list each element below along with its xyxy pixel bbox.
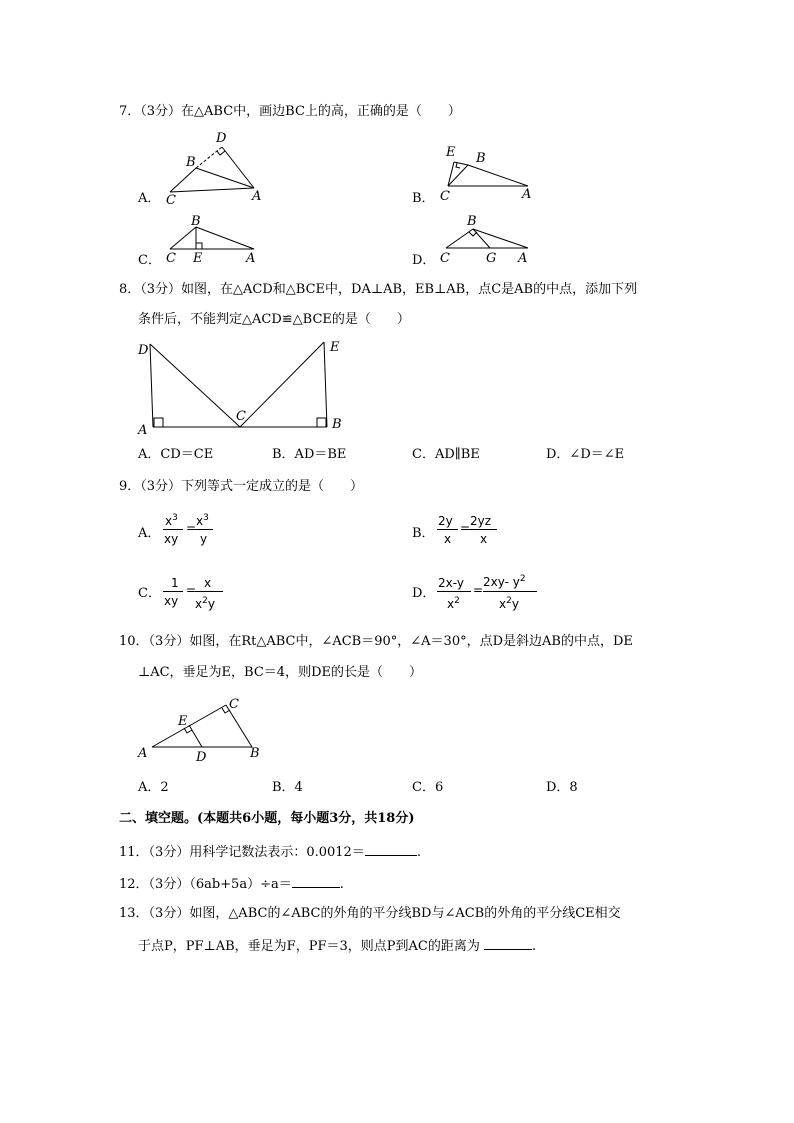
q9c-left-den: xy: [164, 594, 179, 608]
q7-option-c-figure: [160, 210, 270, 270]
q7b-label-c: C: [440, 189, 450, 204]
q10-option-a: A．2: [138, 780, 169, 795]
q9d-left-den: x: [447, 597, 455, 611]
q9-option-b-letter: B．: [412, 526, 435, 541]
q9a-left-num-exp: 3: [172, 513, 178, 523]
q8-label-a: A: [138, 423, 148, 438]
q9a-left-den: xy: [164, 532, 179, 546]
q10-option-b: B．4: [272, 780, 303, 795]
q9b-right-den: x: [480, 532, 488, 546]
q9-option-c-expression: 1 xy = x $x^2y$: [163, 572, 243, 622]
q9-option-a-expression: $x^3$ xy = $x^3$ y: [163, 510, 233, 556]
q9-option-d-letter: D．: [412, 586, 436, 601]
q9a-left-num: x: [165, 514, 173, 528]
q9a-right-den: y: [200, 532, 208, 546]
q9c-right-den-tail: y: [207, 597, 215, 611]
q9a-right-num-exp: 3: [203, 513, 209, 523]
q7d-label-a: A: [518, 251, 528, 266]
q7c-label-e: E: [193, 251, 203, 266]
q9-option-c-letter: C．: [138, 586, 161, 601]
q8-label-b: B: [332, 417, 342, 432]
q7c-label-b: B: [191, 214, 201, 229]
q9b-left-num: 2y: [438, 514, 453, 528]
q7a-label-c: C: [166, 193, 176, 208]
q9d-right-den-tail: y: [511, 597, 519, 611]
q7-stem: 7．（3分）在△ABC中，画边BC上的高，正确的是（ ）: [119, 104, 461, 119]
q9-stem: 9．（3分）下列等式一定成立的是（ ）: [119, 479, 364, 494]
q12-end: .: [339, 877, 344, 892]
q9c-left-num: 1: [171, 576, 179, 590]
q10-option-c: C．6: [412, 780, 444, 795]
q7d-label-c: C: [440, 251, 450, 266]
q8-figure: [134, 334, 354, 440]
q7a-label-a: A: [252, 189, 262, 204]
q7-option-a-letter: A．: [138, 191, 161, 206]
q13-answer-blank[interactable]: [484, 937, 532, 950]
q7a-label-d: D: [216, 131, 227, 146]
q9c-right-den: x: [195, 597, 203, 611]
q7d-label-b: B: [467, 214, 477, 229]
q9d-right-den: x: [499, 597, 507, 611]
q7c-label-a: A: [246, 251, 256, 266]
q7d-label-g: G: [486, 251, 497, 266]
q11: [119, 843, 421, 861]
section-2-title: 二、填空题。(本题共6小题，每小题3分，共18分): [119, 811, 415, 826]
q7b-label-a: A: [522, 187, 532, 202]
q9-option-a-letter: A．: [138, 526, 161, 541]
q8-option-d: D．∠D＝∠E: [546, 447, 625, 462]
q9d-left-den-exp: 2: [454, 596, 460, 606]
q8-stem-line1: 8．（3分）如图，在△ACD和△BCE中，DA⊥AB，EB⊥AB，点C是AB的中点，添加下列: [119, 282, 638, 297]
q12: [119, 875, 344, 893]
q8-label-c: C: [236, 409, 246, 424]
q9d-left-num: 2x-y: [438, 576, 464, 590]
q13-line2-text: 于点P，PF⊥AB，垂足为F，PF＝3，则点P到AC的距离为: [138, 939, 480, 954]
q9d-right-num-exp: 2: [519, 574, 526, 584]
q8-option-b: B．AD＝BE: [272, 447, 347, 462]
q7b-label-b: B: [476, 151, 486, 166]
q8-option-a: A．CD＝CE: [138, 447, 214, 462]
q9-option-b-expression: 2y x = 2yz x: [437, 510, 507, 556]
q9b-left-den: x: [444, 532, 452, 546]
q10-label-c: C: [229, 697, 239, 712]
q9d-right-num: 2xy- y: [483, 575, 520, 589]
q12-answer-blank[interactable]: [292, 875, 340, 888]
q11-answer-blank[interactable]: [365, 843, 417, 856]
q7a-label-b: B: [186, 155, 196, 170]
q10-label-a: A: [138, 746, 148, 761]
q10-option-d: D．8: [546, 780, 578, 795]
q13-end: .: [531, 939, 537, 954]
q9c-right-num: x: [204, 576, 212, 590]
q10-figure: [134, 692, 274, 768]
q7-option-d-figure: [436, 210, 546, 270]
q11-end: .: [416, 845, 421, 860]
q8-label-e: E: [330, 340, 340, 355]
q9d-right-den-exp: 2: [506, 596, 512, 606]
q11-text: 11．（3分）用科学记数法表示：0.0012＝: [119, 845, 365, 860]
q10-label-e: E: [178, 714, 188, 729]
q13-line1: 13．（3分）如图，△ABC的∠ABC的外角的平分线BD与∠ACB的外角的平分线CE相交: [119, 906, 621, 921]
q8-label-d: D: [138, 343, 149, 358]
q7b-label-e: E: [446, 145, 456, 160]
q9a-right-num: x: [196, 514, 204, 528]
q7-option-c-letter: C．: [138, 253, 161, 268]
q9c-right-den-exp: 2: [202, 596, 208, 606]
q7-option-b-figure: [436, 140, 546, 208]
q7-option-b-letter: B．: [412, 191, 435, 206]
q7-option-d-letter: D．: [412, 253, 436, 268]
q10-label-b: B: [250, 746, 260, 761]
q12-text: 12．（3分）（6ab+5a）÷a＝: [119, 877, 292, 892]
q8-stem-line2: 条件后，不能判定△ACD≌△BCE的是（ ）: [138, 312, 410, 327]
q10-label-d: D: [196, 750, 207, 765]
q7-option-a-figure: [160, 128, 270, 208]
q10-stem-line1: 10．（3分）如图，在Rt△ABC中，∠ACB＝90°，∠A＝30°，点D是斜边AB的中点，DE: [119, 634, 633, 649]
q10-stem-line2: ⊥AC，垂足为E，BC＝4，则DE的长是（ ）: [138, 665, 422, 680]
q13-line2: [138, 937, 536, 955]
q7c-label-c: C: [166, 251, 176, 266]
q9-option-d-expression: 2x-y $x^2$ = 2xy- $y^2$ $x^2y$: [437, 572, 557, 622]
q9b-right-num: 2yz: [470, 514, 492, 528]
q8-option-c: C．AD∥BE: [412, 447, 480, 462]
